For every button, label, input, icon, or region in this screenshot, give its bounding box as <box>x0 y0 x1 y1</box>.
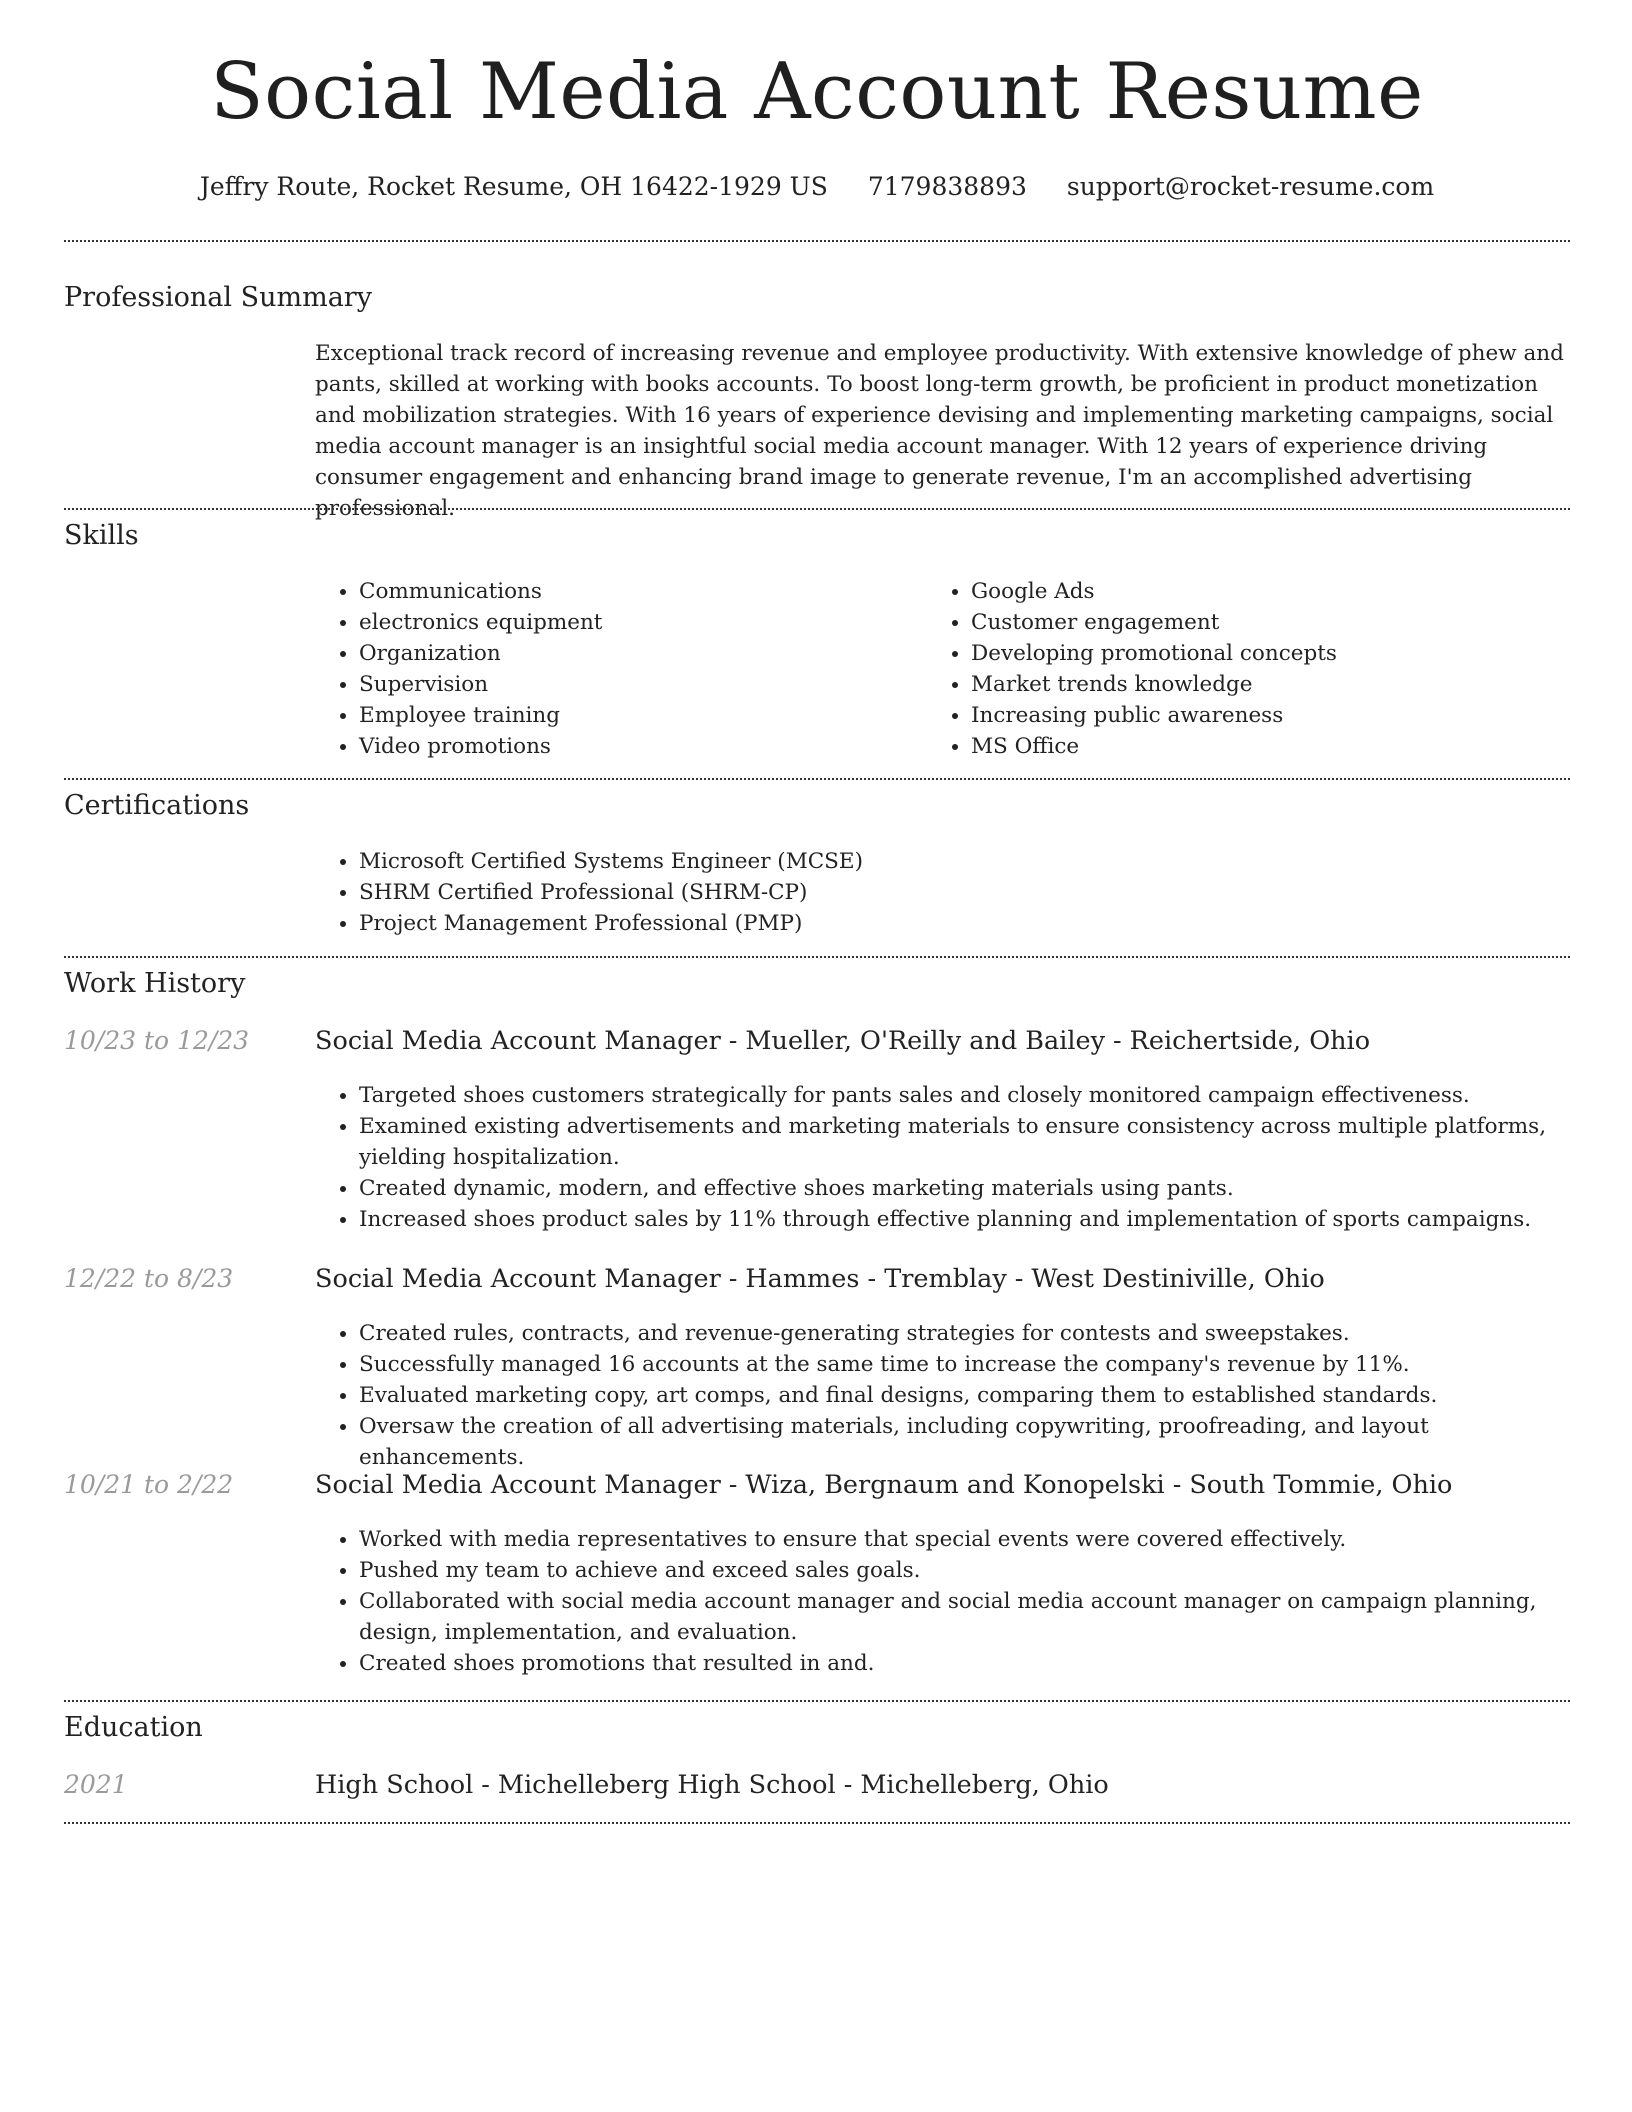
skill-item: • Supervision <box>359 669 915 700</box>
job-bullets <box>315 1524 1570 1679</box>
separator: - <box>843 1770 853 1800</box>
separator: - <box>1172 1470 1182 1500</box>
skill-item: • Video promotions <box>359 731 915 762</box>
skill-item: • Developing promotional concepts <box>971 638 1527 669</box>
job-bullet: • Created shoes promotions that resulted in and. <box>359 1648 1570 1679</box>
separator: - <box>728 1026 738 1056</box>
skill-item: • MS Office <box>971 731 1527 762</box>
job-bullet: • Evaluated marketing copy, art comps, and final designs, comparing them to established standards. <box>359 1380 1570 1411</box>
skill-item: • Organization <box>359 638 915 669</box>
resume-title: Social Media Account Resume <box>210 47 1424 137</box>
skills-column-left <box>315 576 915 762</box>
separator: - <box>728 1264 738 1294</box>
contact-address: Jeffry Route, Rocket Resume, OH 16422-1929 US <box>199 172 828 201</box>
separator: - <box>1014 1264 1024 1294</box>
separator: - <box>1113 1026 1122 1056</box>
job-bullet: • Worked with media representatives to ensure that special events were covered effectively. <box>359 1524 1570 1555</box>
divider <box>64 1822 1570 1824</box>
contact-email: support@rocket-resume.com <box>1066 172 1435 201</box>
job-bullet: • Examined existing advertisements and marketing materials to ensure consistency across multiple platforms, yielding hospitalization. <box>359 1111 1570 1173</box>
job-location: South Tommie, Ohio <box>1189 1470 1453 1500</box>
job-bullets <box>315 1080 1570 1235</box>
skill-item: • Customer engagement <box>971 607 1527 638</box>
job-bullet: • Pushed my team to achieve and exceed sales goals. <box>359 1555 1570 1586</box>
work-history-heading: Work History <box>64 968 246 999</box>
job-bullet: • Successfully managed 16 accounts at the same time to increase the company's revenue by 11%. <box>359 1349 1570 1380</box>
job-location: Reichertside, Ohio <box>1129 1026 1371 1056</box>
divider <box>64 240 1570 242</box>
education-heading: Education <box>64 1712 203 1743</box>
job-dates: 10/21 to 2/22 <box>64 1470 234 1499</box>
job-company: Hammes - Tremblay <box>745 1264 1007 1294</box>
job-bullet: • Created dynamic, modern, and effective shoes marketing materials using pants. <box>359 1173 1570 1204</box>
education-degree: High School <box>315 1770 474 1800</box>
job-bullet: • Collaborated with social media account manager and social media account manager on campaign planning, design, implementation, and evaluation. <box>359 1586 1570 1648</box>
job-company: Wiza, Bergnaum and Konopelski <box>745 1470 1165 1500</box>
job-title <box>315 1264 1325 1294</box>
skill-item: • Communications <box>359 576 915 607</box>
contact-phone: 7179838893 <box>867 172 1027 201</box>
summary-heading: Professional Summary <box>64 282 372 313</box>
job-bullet: • Created rules, contracts, and revenue-generating strategies for contests and sweepstakes. <box>359 1318 1570 1349</box>
certification-item: • Project Management Professional (PMP) <box>359 908 1570 939</box>
job-title <box>315 1470 1452 1500</box>
skill-item: • Increasing public awareness <box>971 700 1527 731</box>
job-bullet: • Oversaw the creation of all advertising materials, including copywriting, proofreading, and layout enhancements. <box>359 1411 1570 1473</box>
certifications-heading: Certifications <box>64 790 250 821</box>
education-title <box>315 1770 1109 1800</box>
job-location: West Destiniville, Ohio <box>1031 1264 1325 1294</box>
job-bullets <box>315 1318 1570 1473</box>
job-role: Social Media Account Manager <box>315 1026 721 1056</box>
skill-item: • electronics equipment <box>359 607 915 638</box>
skills-column-right <box>927 576 1527 762</box>
certification-item: • Microsoft Certified Systems Engineer (MCSE) <box>359 846 1570 877</box>
certifications-list <box>315 846 1570 939</box>
job-company: Mueller, O'Reilly and Bailey <box>745 1026 1106 1056</box>
divider <box>64 1700 1570 1702</box>
job-dates: 12/22 to 8/23 <box>64 1264 234 1293</box>
job-role: Social Media Account Manager <box>315 1264 721 1294</box>
divider <box>64 778 1570 780</box>
education-location: Michelleberg, Ohio <box>860 1770 1109 1800</box>
skills-heading: Skills <box>64 520 139 551</box>
skills-list <box>315 576 1570 766</box>
job-role: Social Media Account Manager <box>315 1470 721 1500</box>
separator: - <box>481 1770 490 1800</box>
contact-line <box>64 172 1570 201</box>
skill-item: • Google Ads <box>971 576 1527 607</box>
job-dates: 10/23 to 12/23 <box>64 1026 250 1055</box>
job-title <box>315 1026 1370 1056</box>
certification-item: • SHRM Certified Professional (SHRM-CP) <box>359 877 1570 908</box>
separator: - <box>728 1470 738 1500</box>
education-year: 2021 <box>64 1770 128 1799</box>
education-school: Michelleberg High School <box>497 1770 836 1800</box>
skill-item: • Market trends knowledge <box>971 669 1527 700</box>
divider <box>64 956 1570 958</box>
job-bullet: • Targeted shoes customers strategically for pants sales and closely monitored campaign effectiveness. <box>359 1080 1570 1111</box>
summary-text: Exceptional track record of increasing revenue and employee productivity. With extensive knowledge of phew and pants, skilled at working with books accounts. To boost long-term growth, be proficient in product monetization and mobilization strategies. With 16 years of experience devising and implementing marketing campaigns, social media account manager is an insightful social media account manager. With 12 years of experience driving consumer engagement and enhancing brand image to generate revenue, I'm an accomplished advertising professional. <box>315 341 1564 521</box>
job-bullet: • Increased shoes product sales by 11% through effective planning and implementation of sports campaigns. <box>359 1204 1570 1235</box>
skill-item: • Employee training <box>359 700 915 731</box>
divider <box>64 508 1570 510</box>
